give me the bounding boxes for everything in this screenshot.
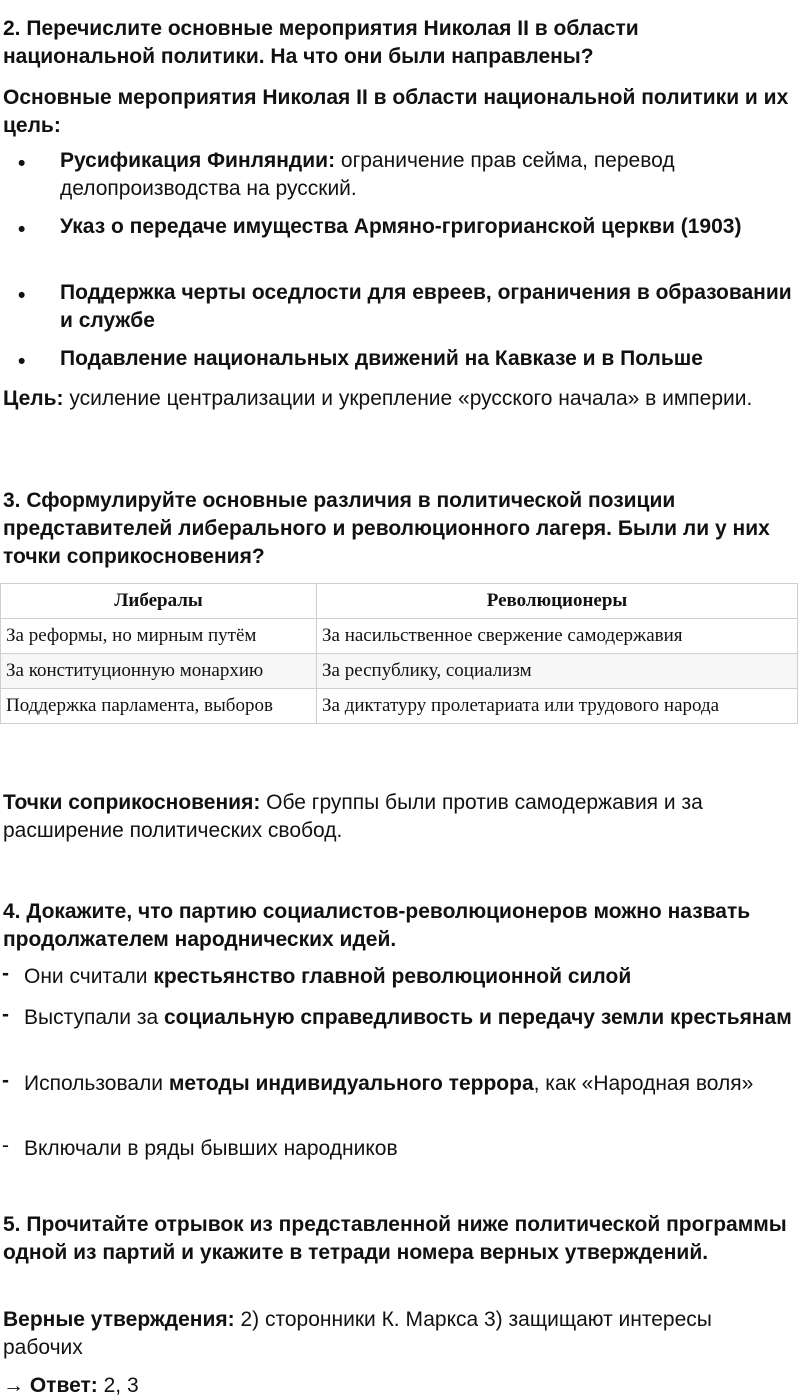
table-cell: За республику, социализм (317, 654, 798, 689)
list-item: Использовали методы индивидуального террора, как «Народная воля» (24, 1072, 754, 1095)
arrow-right-icon: → (3, 1374, 24, 1397)
table-cell: За реформы, но мирным путём (1, 619, 317, 654)
q5-title: 5. Прочитайте отрывок из представленной ниже политической программы одной из партий и укажите в тетради номера верных утверждений. (3, 1213, 787, 1264)
list-item: Русификация Финляндии: ограничение прав сейма, перевод делопроизводства на русский. (60, 149, 675, 200)
list-item: Указ о передаче имущества Армяно-григорианской церкви (1903) (60, 215, 742, 238)
table-cell: Поддержка парламента, выборов (1, 689, 317, 724)
bullet-icon: • (18, 350, 26, 373)
table-cell: За диктатуру пролетариата или трудового народа (317, 689, 798, 724)
table-row (1, 654, 798, 689)
bullet-icon: • (18, 284, 26, 307)
q2-answer-heading: Основные мероприятия Николая II в области национальной политики и их цель: (3, 86, 789, 137)
table-header-row (1, 584, 798, 619)
q5-answer: → Ответ: 2, 3 (3, 1374, 139, 1397)
q2-title: 2. Перечислите основные мероприятия Николая II в области национальной политики. На что они были направлены? (3, 17, 639, 68)
list-item: Подавление национальных движений на Кавказе и в Польше (60, 347, 703, 370)
table-row (1, 619, 798, 654)
q2-goal: Цель: усиление централизации и укрепление «русского начала» в империи. (3, 387, 753, 410)
dash-icon: - (2, 962, 9, 985)
list-item: Выступали за социальную справедливость и передачу земли крестьянам (24, 1006, 792, 1029)
table-cell: За насильственное свержение самодержавия (317, 619, 798, 654)
list-item: Включали в ряды бывших народников (24, 1137, 398, 1160)
dash-icon: - (2, 1134, 9, 1157)
list-item: Поддержка черты оседлости для евреев, ограничения в образовании и службе (60, 281, 792, 332)
dash-icon: - (2, 1003, 9, 1026)
dash-icon: - (2, 1069, 9, 1092)
table-row (1, 689, 798, 724)
bullet-icon: • (18, 152, 26, 175)
q4-title: 4. Докажите, что партию социалистов-революционеров можно назвать продолжателем народнических идей. (3, 900, 751, 951)
table-cell: За конституционную монархию (1, 654, 317, 689)
list-item: Они считали крестьянство главной революционной силой (24, 965, 632, 988)
q3-title: 3. Сформулируйте основные различия в политической позиции представителей либерального и революционного лагеря. Были ли у них точки соприкосновения? (3, 489, 770, 568)
column-header: Либералы (1, 584, 317, 619)
column-header: Революционеры (317, 584, 798, 619)
q3-contact-points: Точки соприкосновения: Обе группы были против самодержавия и за расширение политических свобод. (3, 791, 703, 842)
q5-correct-statements: Верные утверждения: 2) сторонники К. Маркса 3) защищают интересы рабочих (3, 1308, 712, 1359)
bullet-icon: • (18, 218, 26, 241)
comparison-table (0, 583, 798, 724)
